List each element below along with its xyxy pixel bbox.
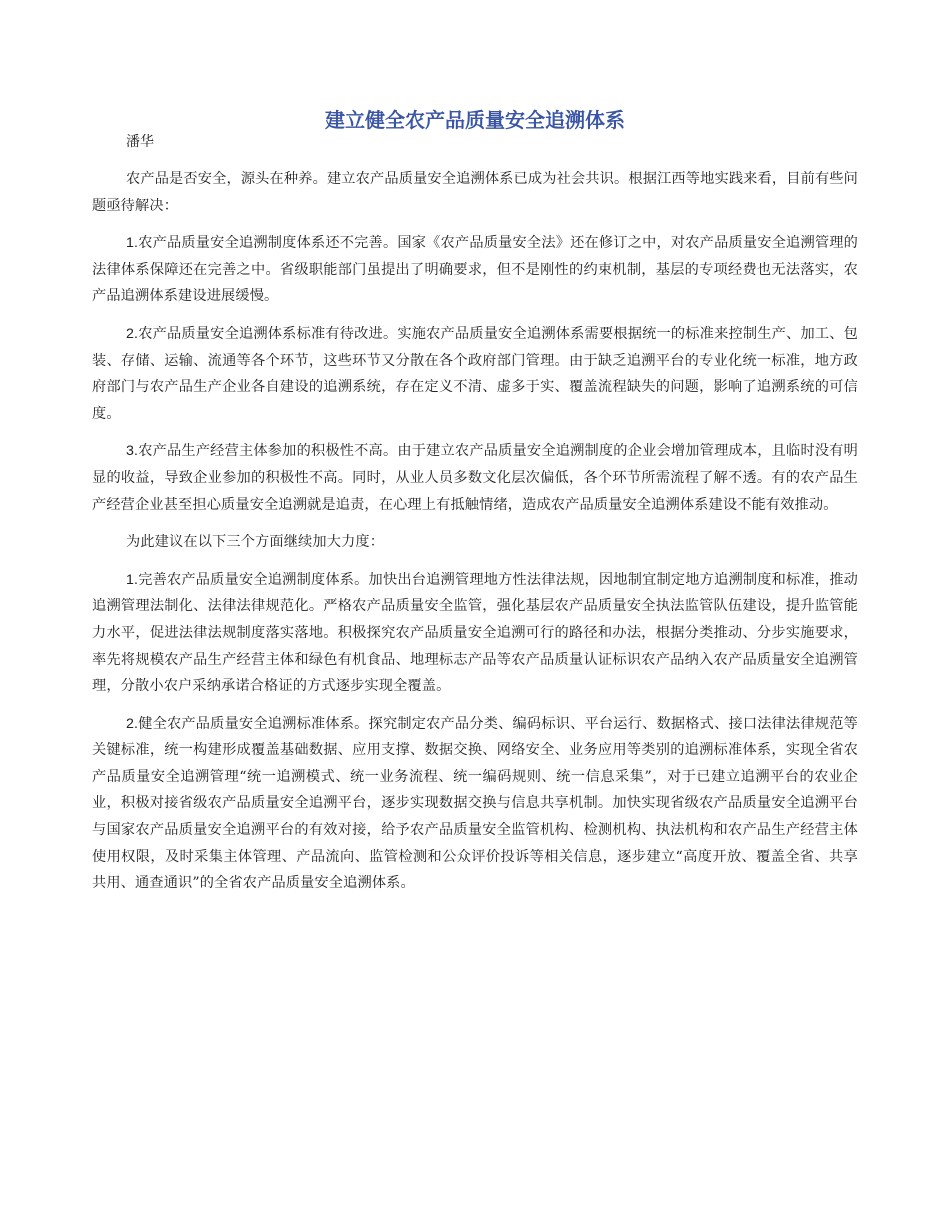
- paragraph-text: 农产品是否安全，源头在种养。建立农产品质量安全追溯体系已成为社会共识。根据江西等地实践来看，目前有些问题亟待解决：: [92, 171, 858, 214]
- paragraph-problem-3: [92, 438, 858, 518]
- paragraph-text: 农产品生产经营主体参加的积极性不高。由于建立农产品质量安全追溯制度的企业会增加管理成本，且临时没有明显的收益，导致企业参加的积极性不高。同时，从业人员多数文化层次偏低，各个环节所需流程了解不透。有的农产品生产经营企业甚至担心质量安全追溯就是追责，在心理上有抵触情绪，造成农产品质量安全追溯体系建设不能有效推动。: [92, 443, 858, 513]
- paragraph-suggestion-intro: [92, 529, 858, 556]
- document-body: [92, 166, 858, 897]
- paragraph-text: 为此建议在以下三个方面继续加大力度：: [126, 534, 385, 551]
- paragraph-suggestion-1: [92, 567, 858, 700]
- paragraph-problem-2: [92, 321, 858, 427]
- paragraph-intro: [92, 166, 858, 219]
- paragraph-number: 1.: [126, 571, 139, 588]
- paragraph-number: 2.: [126, 715, 139, 732]
- paragraph-number: 3.: [126, 443, 139, 460]
- paragraph-problem-1: [92, 230, 858, 310]
- paragraph-text: 完善农产品质量安全追溯制度体系。加快出台追溯管理地方性法律法规，因地制宜制定地方追溯制度和标准，推动追溯管理法制化、法律法律规范化。严格农产品质量安全监管，强化基层农产品质量安全执法监管队伍建设，提升监管能力水平，促进法律法规制度落实落地。积极探究农产品质量安全追溯可行的路径和办法，根据分类推动、分步实施要求，率先将规模农产品生产经营主体和绿色有机食品、地理标志产品等农产品质量认证标识农产品纳入农产品质量安全追溯管理，分散小农户采纳承诺合格证的方式逐步实现全覆盖。: [92, 571, 858, 695]
- paragraph-text: 农产品质量安全追溯制度体系还不完善。国家《农产品质量安全法》还在修订之中，对农产品质量安全追溯管理的法律体系保障还在完善之中。省级职能部门虽提出了明确要求，但不是刚性的约束机制，基层的专项经费也无法落实，农产品追溯体系建设进展缓慢。: [92, 235, 858, 305]
- paragraph-suggestion-2: [92, 711, 858, 897]
- paragraph-text: 农产品质量安全追溯体系标准有待改进。实施农产品质量安全追溯体系需要根据统一的标准来控制生产、加工、包装、存储、运输、流通等各个环节，这些环节又分散在各个政府部门管理。由于缺乏追溯平台的专业化统一标准，地方政府部门与农产品生产企业各自建设的追溯系统，存在定义不清、虚多于实、覆盖流程缺失的问题，影响了追溯系统的可信度。: [92, 325, 858, 422]
- author-name: 潘华: [126, 134, 154, 150]
- paragraph-number: 1.: [126, 235, 139, 252]
- document-title: 建立健全农产品质量安全追溯体系: [325, 108, 625, 132]
- paragraph-number: 2.: [126, 325, 139, 342]
- paragraph-text: 健全农产品质量安全追溯标准体系。探究制定农产品分类、编码标识、平台运行、数据格式、接口法律法律规范等关键标准，统一构建形成覆盖基础数据、应用支撑、数据交换、网络安全、业务应用等类别的追溯标准体系，实现全省农产品质量安全追溯管理“统一追溯模式、统一业务流程、统一编码规则、统一信息采集”，对于已建立追溯平台的农业企业，积极对接省级农产品质量安全追溯平台，逐步实现数据交换与信息共享机制。加快实现省级农产品质量安全追溯平台与国家农产品质量安全追溯平台的有效对接，给予农产品质量安全监管机构、检测机构、执法机构和农产品生产经营主体使用权限，及时采集主体管理、产品流向、监管检测和公众评价投诉等相关信息，逐步建立“高度开放、覆盖全省、共享共用、通查通识”的全省农产品质量安全追溯体系。: [92, 715, 858, 892]
